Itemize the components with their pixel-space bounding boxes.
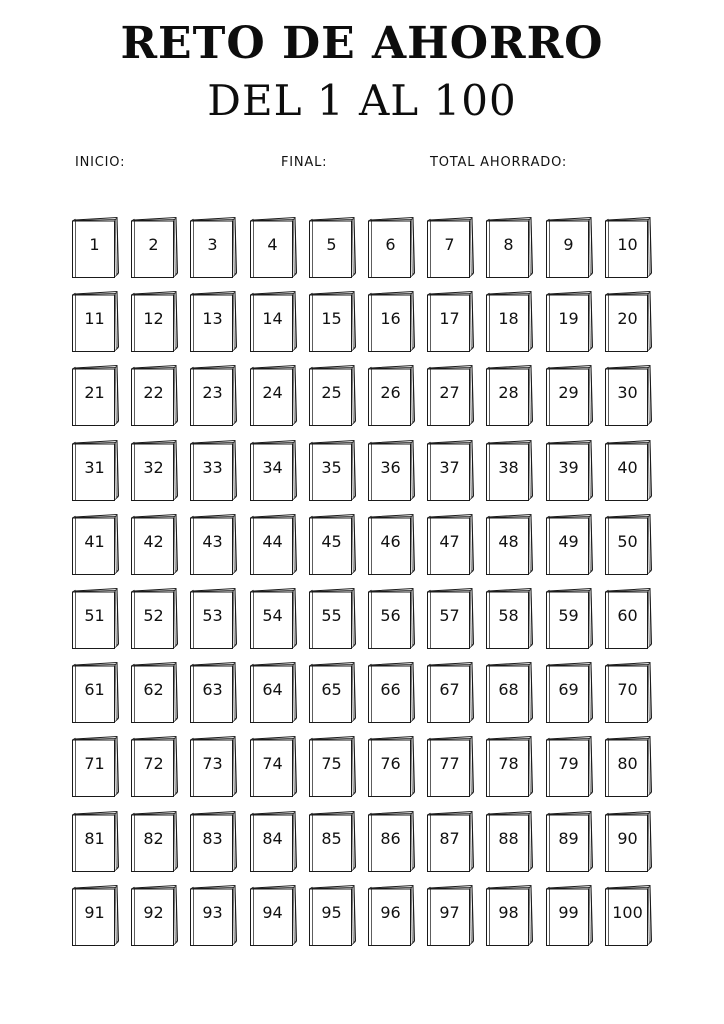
savings-box-76[interactable]	[368, 736, 416, 798]
savings-box-number: 66	[380, 680, 401, 699]
savings-box-number: 86	[380, 829, 401, 848]
savings-box-17[interactable]	[427, 291, 475, 353]
savings-box-number: 58	[498, 606, 519, 625]
savings-box-63[interactable]	[190, 662, 238, 724]
savings-box-59[interactable]	[546, 588, 594, 650]
savings-box-24[interactable]	[250, 365, 298, 427]
savings-box-92[interactable]	[131, 885, 179, 947]
savings-box-49[interactable]	[546, 514, 594, 576]
savings-box-number: 59	[558, 606, 579, 625]
savings-box-number: 52	[143, 606, 164, 625]
savings-box-84[interactable]	[250, 811, 298, 873]
savings-box-number: 62	[143, 680, 164, 699]
savings-box-number: 3	[207, 235, 218, 254]
savings-box-74[interactable]	[250, 736, 298, 798]
savings-box-number: 65	[321, 680, 342, 699]
savings-box-78[interactable]	[486, 736, 534, 798]
savings-box-35[interactable]	[309, 440, 357, 502]
savings-box-number: 57	[439, 606, 460, 625]
savings-box-42[interactable]	[131, 514, 179, 576]
savings-box-34[interactable]	[250, 440, 298, 502]
savings-box-number: 61	[84, 680, 105, 699]
savings-box-number: 31	[84, 458, 105, 477]
savings-box-number: 56	[380, 606, 401, 625]
savings-box-87[interactable]	[427, 811, 475, 873]
savings-box-47[interactable]	[427, 514, 475, 576]
savings-box-2[interactable]	[131, 217, 179, 279]
savings-box-64[interactable]	[250, 662, 298, 724]
savings-box-number: 30	[617, 383, 638, 402]
savings-box-number: 90	[617, 829, 638, 848]
savings-box-23[interactable]	[190, 365, 238, 427]
savings-box-79[interactable]	[546, 736, 594, 798]
savings-box-93[interactable]	[190, 885, 238, 947]
savings-box-50[interactable]	[605, 514, 653, 576]
savings-box-9[interactable]	[546, 217, 594, 279]
savings-box-number: 81	[84, 829, 105, 848]
page-subtitle: DEL 1 AL 100	[207, 76, 517, 125]
savings-box-number: 93	[202, 903, 223, 922]
savings-box-48[interactable]	[486, 514, 534, 576]
savings-box-number: 64	[262, 680, 283, 699]
savings-box-86[interactable]	[368, 811, 416, 873]
savings-box-number: 18	[498, 309, 519, 328]
savings-box-number: 10	[617, 235, 638, 254]
savings-box-number: 9	[563, 235, 574, 254]
savings-box-68[interactable]	[486, 662, 534, 724]
savings-box-58[interactable]	[486, 588, 534, 650]
savings-box-20[interactable]	[605, 291, 653, 353]
savings-box-3[interactable]	[190, 217, 238, 279]
savings-box-40[interactable]	[605, 440, 653, 502]
savings-box-number: 87	[439, 829, 460, 848]
savings-box-number: 50	[617, 532, 638, 551]
savings-box-12[interactable]	[131, 291, 179, 353]
savings-box-43[interactable]	[190, 514, 238, 576]
savings-box-number: 2	[148, 235, 159, 254]
savings-box-32[interactable]	[131, 440, 179, 502]
savings-box-21[interactable]	[72, 365, 120, 427]
savings-box-number: 44	[262, 532, 283, 551]
savings-box-19[interactable]	[546, 291, 594, 353]
savings-box-number: 23	[202, 383, 223, 402]
final-label: FINAL:	[281, 155, 328, 170]
savings-box-61[interactable]	[72, 662, 120, 724]
savings-box-number: 82	[143, 829, 164, 848]
savings-box-10[interactable]	[605, 217, 653, 279]
savings-box-number: 22	[143, 383, 164, 402]
savings-box-number: 53	[202, 606, 223, 625]
savings-box-number: 1	[89, 235, 100, 254]
savings-box-75[interactable]	[309, 736, 357, 798]
savings-box-number: 94	[262, 903, 283, 922]
savings-box-number: 68	[498, 680, 519, 699]
savings-box-51[interactable]	[72, 588, 120, 650]
savings-box-39[interactable]	[546, 440, 594, 502]
savings-box-99[interactable]	[546, 885, 594, 947]
page-title: RETO DE AHORRO	[120, 18, 604, 69]
savings-box-52[interactable]	[131, 588, 179, 650]
savings-box-number: 8	[503, 235, 514, 254]
savings-box-number: 47	[439, 532, 460, 551]
savings-box-number: 80	[617, 754, 638, 773]
savings-box-65[interactable]	[309, 662, 357, 724]
savings-box-70[interactable]	[605, 662, 653, 724]
savings-box-30[interactable]	[605, 365, 653, 427]
savings-box-number: 63	[202, 680, 223, 699]
savings-box-number: 7	[444, 235, 455, 254]
savings-box-14[interactable]	[250, 291, 298, 353]
savings-box-91[interactable]	[72, 885, 120, 947]
savings-box-94[interactable]	[250, 885, 298, 947]
savings-box-90[interactable]	[605, 811, 653, 873]
savings-box-number: 67	[439, 680, 460, 699]
savings-box-number: 71	[84, 754, 105, 773]
savings-box-number: 91	[84, 903, 105, 922]
savings-box-5[interactable]	[309, 217, 357, 279]
savings-box-number: 76	[380, 754, 401, 773]
savings-box-38[interactable]	[486, 440, 534, 502]
savings-box-number: 85	[321, 829, 342, 848]
savings-box-number: 32	[143, 458, 164, 477]
savings-box-number: 12	[143, 309, 164, 328]
savings-box-number: 97	[439, 903, 460, 922]
savings-box-number: 73	[202, 754, 223, 773]
savings-box-number: 20	[617, 309, 638, 328]
savings-box-6[interactable]	[368, 217, 416, 279]
savings-box-number: 27	[439, 383, 460, 402]
savings-box-1[interactable]	[72, 217, 120, 279]
savings-box-4[interactable]	[250, 217, 298, 279]
savings-box-number: 74	[262, 754, 283, 773]
savings-box-number: 49	[558, 532, 579, 551]
savings-box-96[interactable]	[368, 885, 416, 947]
savings-box-number: 11	[84, 309, 105, 328]
savings-box-number: 4	[267, 235, 278, 254]
savings-box-number: 55	[321, 606, 342, 625]
savings-box-number: 69	[558, 680, 579, 699]
savings-box-62[interactable]	[131, 662, 179, 724]
savings-box-44[interactable]	[250, 514, 298, 576]
savings-box-number: 72	[143, 754, 164, 773]
savings-box-100[interactable]	[605, 885, 653, 947]
savings-box-16[interactable]	[368, 291, 416, 353]
savings-box-number: 34	[262, 458, 283, 477]
savings-box-number: 79	[558, 754, 579, 773]
savings-box-number: 25	[321, 383, 342, 402]
savings-box-89[interactable]	[546, 811, 594, 873]
savings-box-28[interactable]	[486, 365, 534, 427]
savings-box-number: 84	[262, 829, 283, 848]
savings-box-number: 35	[321, 458, 342, 477]
savings-box-number: 99	[558, 903, 579, 922]
savings-box-number: 14	[262, 309, 283, 328]
savings-box-71[interactable]	[72, 736, 120, 798]
savings-box-number: 26	[380, 383, 401, 402]
savings-box-number: 36	[380, 458, 401, 477]
savings-box-31[interactable]	[72, 440, 120, 502]
savings-box-15[interactable]	[309, 291, 357, 353]
savings-box-7[interactable]	[427, 217, 475, 279]
savings-box-number: 5	[326, 235, 337, 254]
savings-box-number: 24	[262, 383, 283, 402]
savings-box-56[interactable]	[368, 588, 416, 650]
savings-box-77[interactable]	[427, 736, 475, 798]
savings-box-number: 29	[558, 383, 579, 402]
savings-box-number: 28	[498, 383, 519, 402]
savings-box-27[interactable]	[427, 365, 475, 427]
savings-box-46[interactable]	[368, 514, 416, 576]
savings-box-number: 17	[439, 309, 460, 328]
savings-box-29[interactable]	[546, 365, 594, 427]
savings-box-number: 13	[202, 309, 223, 328]
savings-box-67[interactable]	[427, 662, 475, 724]
savings-box-82[interactable]	[131, 811, 179, 873]
savings-box-number: 37	[439, 458, 460, 477]
savings-box-number: 33	[202, 458, 223, 477]
savings-box-60[interactable]	[605, 588, 653, 650]
savings-box-number: 70	[617, 680, 638, 699]
savings-box-number: 39	[558, 458, 579, 477]
savings-box-number: 48	[498, 532, 519, 551]
savings-box-25[interactable]	[309, 365, 357, 427]
savings-box-80[interactable]	[605, 736, 653, 798]
savings-box-73[interactable]	[190, 736, 238, 798]
savings-box-number: 54	[262, 606, 283, 625]
savings-box-number: 77	[439, 754, 460, 773]
savings-box-13[interactable]	[190, 291, 238, 353]
savings-box-41[interactable]	[72, 514, 120, 576]
savings-box-81[interactable]	[72, 811, 120, 873]
savings-box-number: 15	[321, 309, 342, 328]
savings-box-8[interactable]	[486, 217, 534, 279]
savings-box-53[interactable]	[190, 588, 238, 650]
savings-box-33[interactable]	[190, 440, 238, 502]
savings-box-95[interactable]	[309, 885, 357, 947]
inicio-label: INICIO:	[75, 155, 126, 170]
savings-box-number: 19	[558, 309, 579, 328]
savings-box-number: 41	[84, 532, 105, 551]
savings-box-number: 38	[498, 458, 519, 477]
savings-box-26[interactable]	[368, 365, 416, 427]
savings-box-88[interactable]	[486, 811, 534, 873]
savings-box-number: 6	[385, 235, 396, 254]
savings-box-97[interactable]	[427, 885, 475, 947]
savings-box-36[interactable]	[368, 440, 416, 502]
savings-box-number: 92	[143, 903, 164, 922]
savings-box-22[interactable]	[131, 365, 179, 427]
savings-box-number: 75	[321, 754, 342, 773]
savings-box-69[interactable]	[546, 662, 594, 724]
savings-box-number: 98	[498, 903, 519, 922]
savings-box-number: 89	[558, 829, 579, 848]
savings-box-18[interactable]	[486, 291, 534, 353]
savings-box-83[interactable]	[190, 811, 238, 873]
savings-box-72[interactable]	[131, 736, 179, 798]
savings-box-number: 21	[84, 383, 105, 402]
savings-box-number: 51	[84, 606, 105, 625]
savings-box-number: 43	[202, 532, 223, 551]
savings-box-number: 78	[498, 754, 519, 773]
savings-box-37[interactable]	[427, 440, 475, 502]
savings-box-85[interactable]	[309, 811, 357, 873]
savings-box-number: 100	[612, 903, 643, 922]
savings-box-number: 42	[143, 532, 164, 551]
savings-box-54[interactable]	[250, 588, 298, 650]
savings-box-number: 95	[321, 903, 342, 922]
total-ahorrado-label: TOTAL AHORRADO:	[430, 155, 568, 170]
savings-box-number: 45	[321, 532, 342, 551]
savings-box-number: 16	[380, 309, 401, 328]
savings-box-number: 83	[202, 829, 223, 848]
savings-box-57[interactable]	[427, 588, 475, 650]
savings-box-number: 40	[617, 458, 638, 477]
savings-box-66[interactable]	[368, 662, 416, 724]
savings-box-98[interactable]	[486, 885, 534, 947]
savings-box-number: 88	[498, 829, 519, 848]
savings-box-number: 46	[380, 532, 401, 551]
savings-box-55[interactable]	[309, 588, 357, 650]
savings-box-11[interactable]	[72, 291, 120, 353]
savings-box-number: 96	[380, 903, 401, 922]
savings-box-45[interactable]	[309, 514, 357, 576]
savings-box-number: 60	[617, 606, 638, 625]
